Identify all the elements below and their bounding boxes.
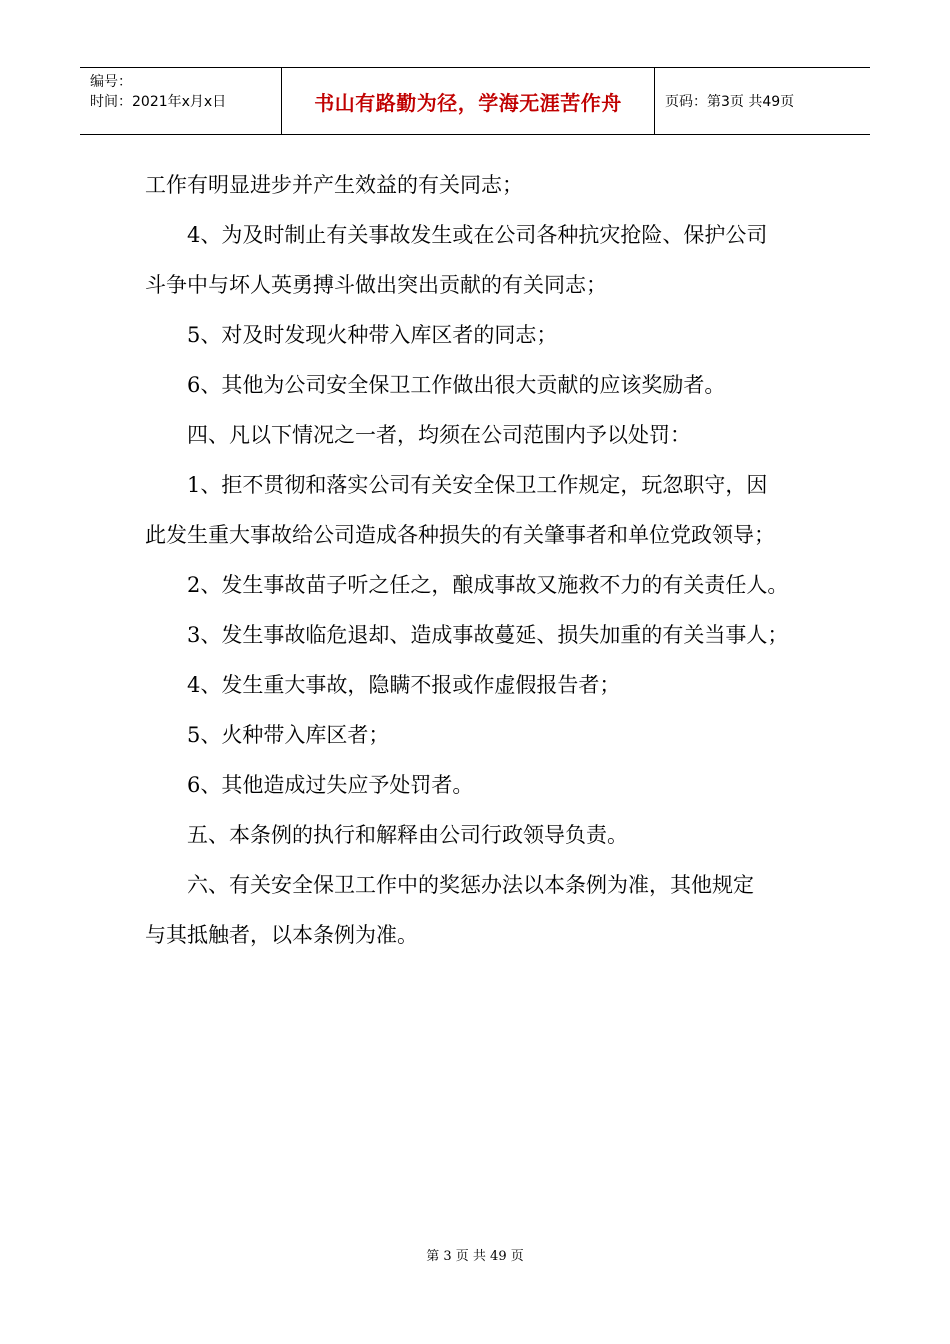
header-page-info: 页码：第3页 共49页 [665,94,795,110]
body-paragraph: 5、对及时发现火种带入库区者的同志； [187,323,558,347]
section-heading: 四、凡以下情况之一者，均须在公司范围内予以处罚： [187,423,691,447]
body-paragraph: 2、发生事故苗子听之任之，酿成事故又施救不力的有关责任人。 [187,573,789,597]
body-paragraph: 与其抵触者，以本条例为准。 [145,923,418,947]
body-paragraph: 工作有明显进步并产生效益的有关同志； [145,173,523,197]
body-paragraph: 斗争中与坏人英勇搏斗做出突出贡献的有关同志； [145,273,607,297]
section-heading: 五、本条例的执行和解释由公司行政领导负责。 [187,823,628,847]
body-paragraph: 4、发生重大事故，隐瞒不报或作虚假报告者； [187,673,621,697]
document-date: 时间：2021年x月x日 [90,94,227,110]
document-body [145,160,815,960]
header-motto: 书山有路勤为径，学海无涯苦作舟 [282,68,655,134]
body-paragraph: 6、其他造成过失应予处罚者。 [187,773,474,797]
body-paragraph: 1、拒不贯彻和落实公司有关安全保卫工作规定，玩忽职守，因 [187,473,768,497]
body-paragraph: 4、为及时制止有关事故发生或在公司各种抗灾抢险、保护公司 [187,223,768,247]
body-paragraph: 此发生重大事故给公司造成各种损失的有关肇事者和单位党政领导； [145,523,775,547]
body-paragraph: 3、发生事故临危退却、造成事故蔓延、损失加重的有关当事人； [187,623,789,647]
body-paragraph: 5、火种带入库区者； [187,723,390,747]
body-paragraph: 6、其他为公司安全保卫工作做出很大贡献的应该奖励者。 [187,373,726,397]
header-meta [80,68,282,134]
page-footer: 第 3 页 共 49 页 [426,1249,524,1264]
section-heading: 六、有关安全保卫工作中的奖惩办法以本条例为准，其他规定 [187,873,754,897]
page-header [80,67,870,135]
document-number-label: 编号： [90,74,132,90]
